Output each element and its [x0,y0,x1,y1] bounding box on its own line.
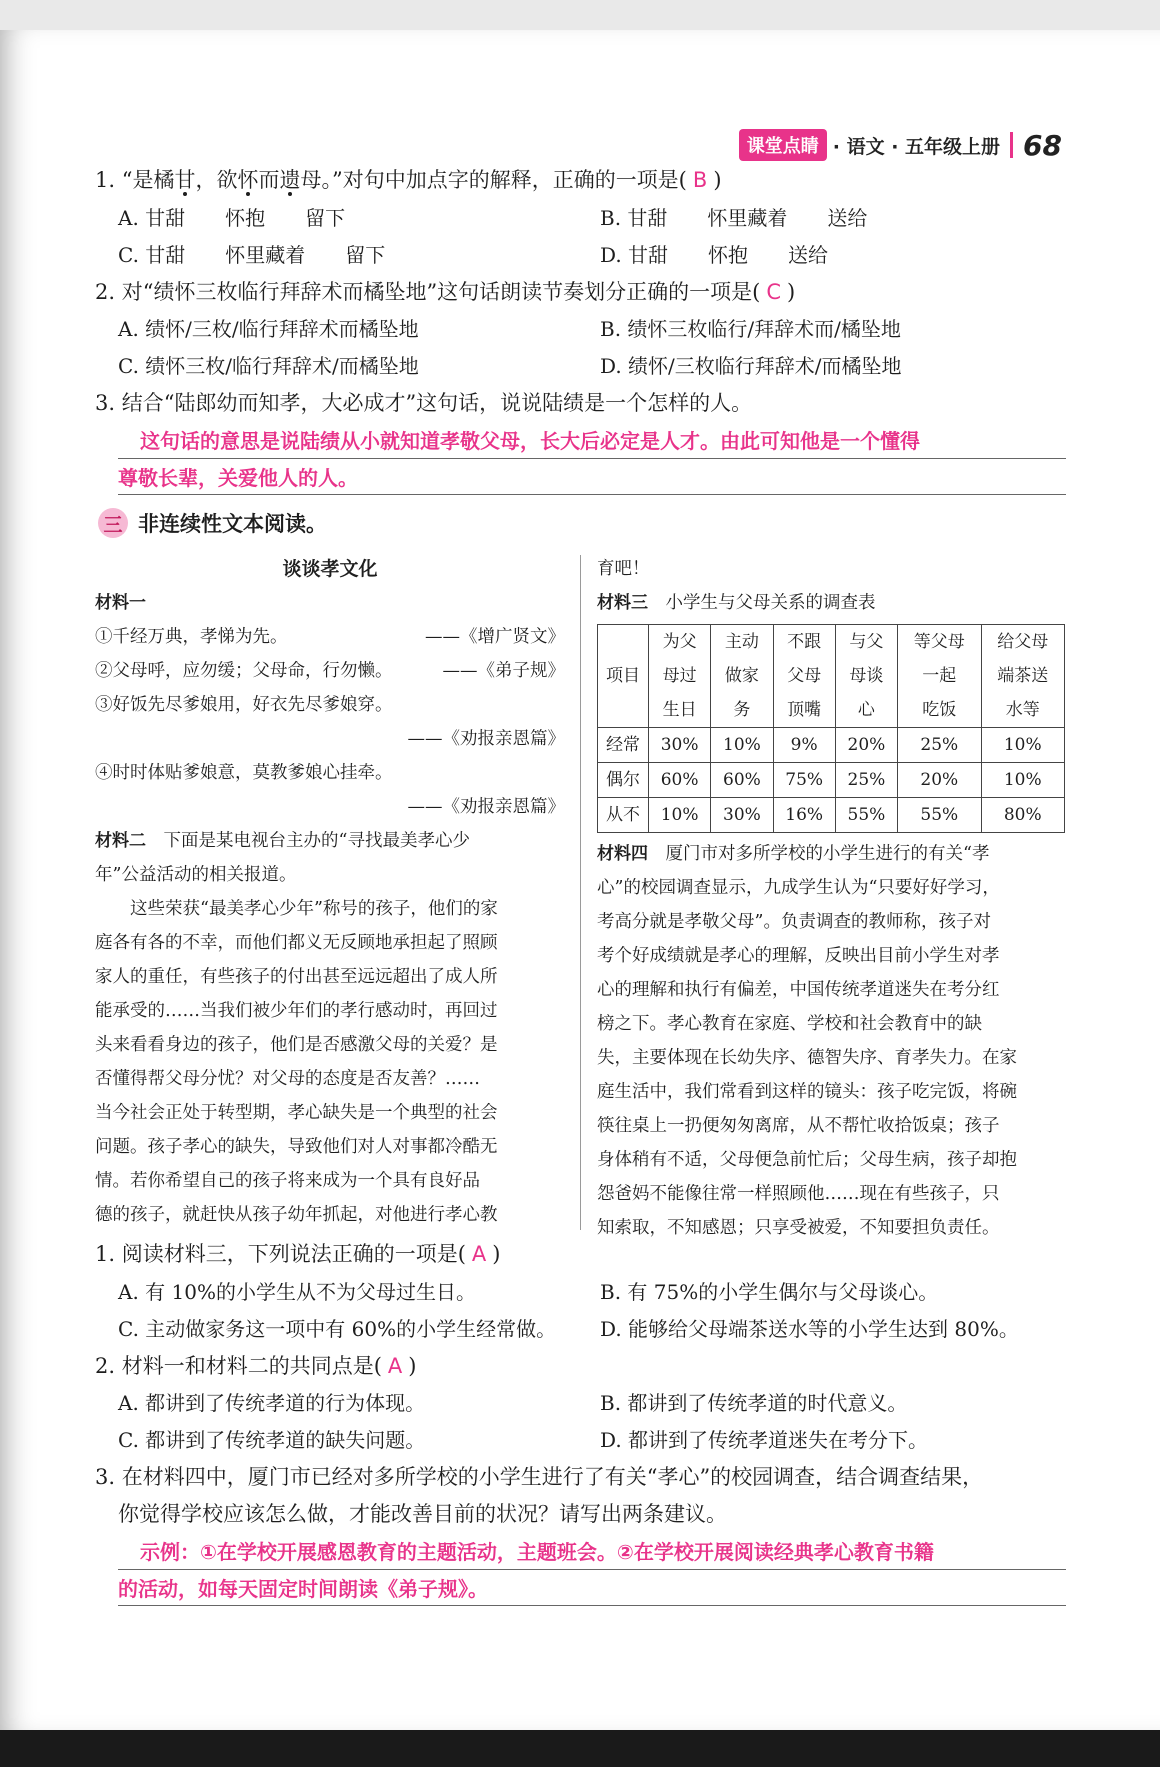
p2q2-option-b: B. 都讲到了传统孝道的时代意义。 [600,1391,908,1415]
material-1-label: 材料一 [95,593,146,613]
answer-rule [118,1605,1066,1606]
material-3-title: 小学生与父母关系的调查表 [665,593,876,613]
q1-prefix: 1. “是橘 [95,168,175,192]
part2-question-3-cont: 你觉得学校应该怎么做，才能改善目前的状况？请写出两条建议。 [118,1502,727,1526]
q2-text: 2. 对“绩怀三枚临行拜辞术而橘坠地”这句话朗读节奏划分正确的一项是( [95,280,761,304]
q1-answer: B [692,168,708,192]
m1-item-source: ——《劝报亲恩篇》 [407,729,565,749]
question-2 [95,274,795,310]
q1-dotted-char: 甘 [174,168,196,192]
p2q1-option-a: A. 有 10%的小学生从不为父母过生日。 [118,1280,476,1304]
q3-answer-line-1: 这句话的意思是说陆绩从小就知道孝敬父母，长大后必定是人才。由此可知他是一个懂得 [140,429,920,453]
q1-option-d: D. 甘甜 怀抱 送给 [600,243,829,267]
m2-line: 家人的重任，有些孩子的付出甚至远远超出了成人所 [95,967,498,987]
header-badge: 课堂点睛 [739,129,827,161]
article-title: 谈谈孝文化 [282,558,378,580]
p2q3-answer-line-2: 的活动，如每天固定时间朗读《弟子规》。 [118,1577,488,1601]
table-row: 偶尔 60% 60% 75% 25% 20% 10% [598,763,1065,798]
table-corner: 项目 [598,625,649,728]
m2-line: 能承受的……当我们被少年们的孝行感动时，再回过 [95,1001,498,1021]
m4-line: 失，主要体现在长幼失序、德智失序、育孝失力。在家 [597,1048,1017,1068]
q1-mid: ，欲 [195,168,238,192]
material-2-intro-cont: 年”公益活动的相关报道。 [95,865,297,885]
q3-answer-line-2: 尊敬长辈，关爱他人的人。 [118,466,358,490]
p2q1-option-d: D. 能够给父母端茶送水等的小学生达到 80%。 [600,1317,1019,1341]
part2-question-1: 1. 阅读材料三，下列说法正确的一项是( A ) [95,1242,501,1266]
m4-line: 心的理解和执行有偏差，中国传统孝道迷失在考分红 [597,980,1000,1000]
q1-dotted-char: 遗 [279,168,301,192]
q1-suffix: 母。”对句中加点字的解释，正确的一项是( [300,168,687,192]
section-3-title [98,508,327,538]
table-header: 为父 母过 生日 [649,625,711,728]
q1-dotted-char: 怀 [237,168,259,192]
q2-answer: C [766,280,782,304]
table-row: 经常 30% 10% 9% 20% 25% 10% [598,728,1065,763]
p2q1-option-c: C. 主动做家务这一项中有 60%的小学生经常做。 [118,1317,557,1341]
table-header: 等父母 一起 吃饭 [898,625,981,728]
p2q3-answer-line-1: 示例：①在学校开展感恩教育的主题活动，主题班会。②在学校开展阅读经典孝心教育书籍 [140,1540,934,1564]
m4-line: 榜之下。孝心教育在家庭、学校和社会教育中的缺 [597,1014,982,1034]
q1-option-a: A. 甘甜 怀抱 留下 [118,206,346,230]
section-title: 非连续性文本阅读。 [138,512,327,536]
m2-line: 头来看看身边的孩子，他们是否感激父母的关爱？是 [95,1035,498,1055]
m4-line: 考高分就是孝敬父母”。负责调查的教师称，孩子对 [597,912,991,932]
question-1 [95,162,722,198]
m4-line: 厦门市对多所学校的小学生进行的有关“孝 [665,844,990,864]
q1-option-c: C. 甘甜 怀里藏着 留下 [118,243,386,267]
q2-option-b: B. 绩怀三枚临行/拜辞术而/橘坠地 [600,317,901,341]
answer-rule [118,494,1066,495]
section-number: 三 [98,508,128,538]
m1-item-source: ——《劝报亲恩篇》 [407,797,565,817]
header-subject: · 语文 · 五年级上册 [832,135,1001,158]
q1-close: ) [713,168,722,192]
question-3: 3. 结合“陆郎幼而知孝，大必成才”这句话，说说陆绩是一个怎样的人。 [95,391,753,415]
m4-line: 筷往桌上一扔便匆匆离席，从不帮忙收拾饭桌；孩子 [597,1116,1000,1136]
m2-continuation: 育吧！ [597,559,650,579]
m4-line: 身体稍有不适，父母便急前忙后；父母生病，孩子却抱 [597,1150,1017,1170]
m4-line: 庭生活中，我们常看到这样的镜头：孩子吃完饭，将碗 [597,1082,1017,1102]
p2q1-answer: A [471,1242,487,1266]
p2q2-option-c: C. 都讲到了传统孝道的缺失问题。 [118,1428,426,1452]
m2-line: 情。若你希望自己的孩子将来成为一个具有良好品 [95,1171,480,1191]
table-row: 从不 10% 30% 16% 55% 55% 80% [598,798,1065,833]
right-column [597,552,1067,1245]
q2-close: ) [787,280,796,304]
header-divider [1010,132,1013,158]
top-band [0,0,1160,30]
q2-option-c: C. 绩怀三枚/临行拜辞术/而橘坠地 [118,354,419,378]
material-4-label: 材料四 [597,844,648,864]
m2-line: 否懂得帮父母分忧？对父母的态度是否友善？…… [95,1069,480,1089]
material-2-intro: 材料二 下面是某电视台主办的“寻找最美孝心少 [95,831,470,851]
material-3-label: 材料三 [597,593,648,613]
m2-line: 庭各有各的不幸，而他们都义无反顾地承担起了照顾 [95,933,498,953]
answer-rule [118,458,1066,459]
material-2-label: 材料二 [95,831,146,851]
m2-line: 问题。孩子孝心的缺失，导致他们对人对事都冷酷无 [95,1137,498,1157]
q2-option-a: A. 绩怀/三枚/临行拜辞术而橘坠地 [118,317,419,341]
m2-line: 当今社会正处于转型期，孝心缺失是一个典型的社会 [95,1103,498,1123]
page-header [739,128,1062,162]
m1-item: ④时时体贴爹娘意，莫教爹娘心挂牵。 [95,763,393,783]
part2-question-3: 3. 在材料四中，厦门市已经对多所学校的小学生进行了有关“孝心”的校园调查，结合调查结果， [95,1465,984,1489]
q2-option-d: D. 绩怀/三枚临行拜辞术/而橘坠地 [600,354,902,378]
column-divider [580,555,581,1230]
table-header: 不跟 父母 顶嘴 [773,625,835,728]
m2-line: 德的孩子，就赶快从孩子幼年抓起，对他进行孝心教 [95,1205,498,1225]
m4-line: 考个好成绩就是孝心的理解，反映出目前小学生对孝 [597,946,1000,966]
m1-item: ③好饭先尽爹娘用，好衣先尽爹娘穿。 [95,695,393,715]
table-header: 主动 做家 务 [711,625,773,728]
answer-rule [118,1569,1066,1570]
q1-option-b: B. 甘甜 怀里藏着 送给 [600,206,868,230]
p2q1-option-b: B. 有 75%的小学生偶尔与父母谈心。 [600,1280,939,1304]
m2-line: 这些荣获“最美孝心少年”称号的孩子，他们的家 [130,899,498,919]
p2q2-answer: A [387,1354,403,1378]
m1-item: ②父母呼，应勿缓；父母命，行勿懒。 ——《弟子规》 [95,661,565,681]
part2-question-2: 2. 材料一和材料二的共同点是( A ) [95,1354,417,1378]
p2q2-option-a: A. 都讲到了传统孝道的行为体现。 [118,1391,426,1415]
m4-line: 心”的校园调查显示，九成学生认为“只要好好学习， [597,878,1000,898]
q1-mid: 而 [258,168,280,192]
m4-line: 知索取，不知感恩；只享受被爱，不知要担负责任。 [597,1218,1000,1238]
page-number: 68 [1023,128,1062,162]
table-header: 给父母 端茶送 水等 [981,625,1064,728]
left-column [95,552,565,1232]
survey-table [597,624,1065,833]
p2q2-option-d: D. 都讲到了传统孝道迷失在考分下。 [600,1428,929,1452]
m1-item: ①千经万典，孝悌为先。 ——《增广贤文》 [95,627,565,647]
m4-line: 怨爸妈不能像往常一样照顾他……现在有些孩子，只 [597,1184,1000,1204]
table-header: 与父 母谈 心 [835,625,897,728]
